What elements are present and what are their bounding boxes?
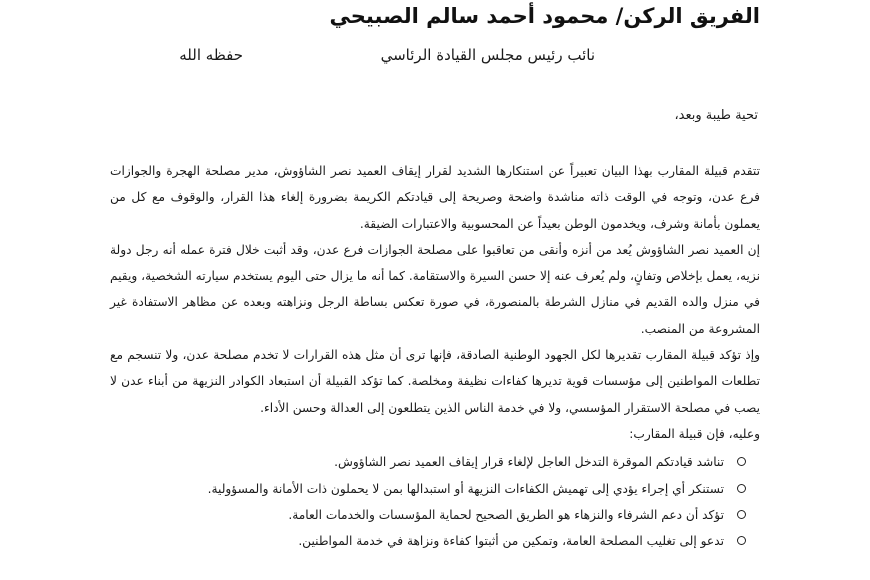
greeting: تحية طيبة وبعد، (674, 108, 758, 123)
demand-text: تؤكد أن دعم الشرفاء والنزهاء هو الطريق الصحيح لحماية المؤسسات والخدمات العامة. (288, 507, 724, 522)
circle-bullet-icon (737, 457, 746, 466)
demand-item (110, 528, 750, 554)
demand-item (110, 476, 750, 502)
body-paragraph-3: وإذ تؤكد قبيلة المقارب تقديرها لكل الجهود الوطنية الصادقة، فإنها ترى أن مثل هذه القرارات لا تخدم مصلحة عدن، ولا تنسجم مع تطلعات المواطنين إلى مؤسسات قوية تديرها كفاءات نظيفة ومخلصة. كما تؤكد القبيلة أن استبعاد الكوادر النزيهة من أبناء عدن لا يصب في مصلحة الاستقرار المؤسسي، ولا في خدمة الناس الذين يتطلعون إلى العدالة وحسن الأداء. (110, 348, 760, 415)
letter-body (110, 158, 760, 554)
demands-list (110, 449, 760, 554)
circle-bullet-icon (737, 536, 746, 545)
demand-item (110, 502, 750, 528)
demand-text: تناشد قيادتكم الموقرة التدخل العاجل لإلغاء قرار إيقاف العميد نصر الشاؤوش. (334, 455, 724, 470)
addressee-role: نائب رئيس مجلس القيادة الرئاسي (380, 46, 595, 64)
addressee-name: الفريق الركن/ محمود أحمد سالم الصبيحي (329, 4, 760, 28)
circle-bullet-icon (737, 510, 746, 519)
circle-bullet-icon (737, 484, 746, 493)
header-row (0, 46, 870, 72)
body-paragraph-2: إن العميد نصر الشاؤوش يُعد من أنزه وأنقى من تعاقبوا على مصلحة الجوازات فرع عدن، وقد أثبت خلال فترة عمله أنه رجل دولة نزيه، يعمل بإخلاص وتفانٍ، ولم يُعرف عنه إلا حسن السيرة والاستقامة. كما أنه ما يزال حتى اليوم يستخدم سيارته الشخصية، ويقيم في منزل والده القديم في منازل الشرطة بالمنصورة، في صورة تعكس بساطة الرجل ونزاهته وبعده عن مظاهر الاستفادة غير المشروعة من المنصب. (110, 242, 760, 336)
demand-text: تدعو إلى تغليب المصلحة العامة، وتمكين من أثبتوا كفاءة ونزاهة في خدمة المواطنين. (298, 534, 724, 549)
body-paragraph-1: تتقدم قبيلة المقارب بهذا البيان تعبيراً عن استنكارها الشديد لقرار إيقاف العميد نصر الشاؤوش، مدير مصلحة الهجرة والجوازات فرع عدن، وتوجه في الوقت ذاته مناشدة واضحة وصريحة إلى قيادتكم الكريمة بضرورة إلغاء هذا القرار، والوقوف مع كل من يعملون بأمانة وشرف، ويخدمون الوطن بعيداً عن المحسوبية والاعتبارات الضيقة. (110, 164, 760, 231)
blessing-phrase: حفظه الله (179, 46, 243, 64)
demand-text: تستنكر أي إجراء يؤدي إلى تهميش الكفاءات النزيهة أو استبدالها بمن لا يحملون ذات الأمانة والمسؤولية. (207, 481, 724, 496)
demand-item (110, 449, 750, 475)
demands-intro: وعليه، فإن قبيلة المقارب: (629, 426, 760, 441)
